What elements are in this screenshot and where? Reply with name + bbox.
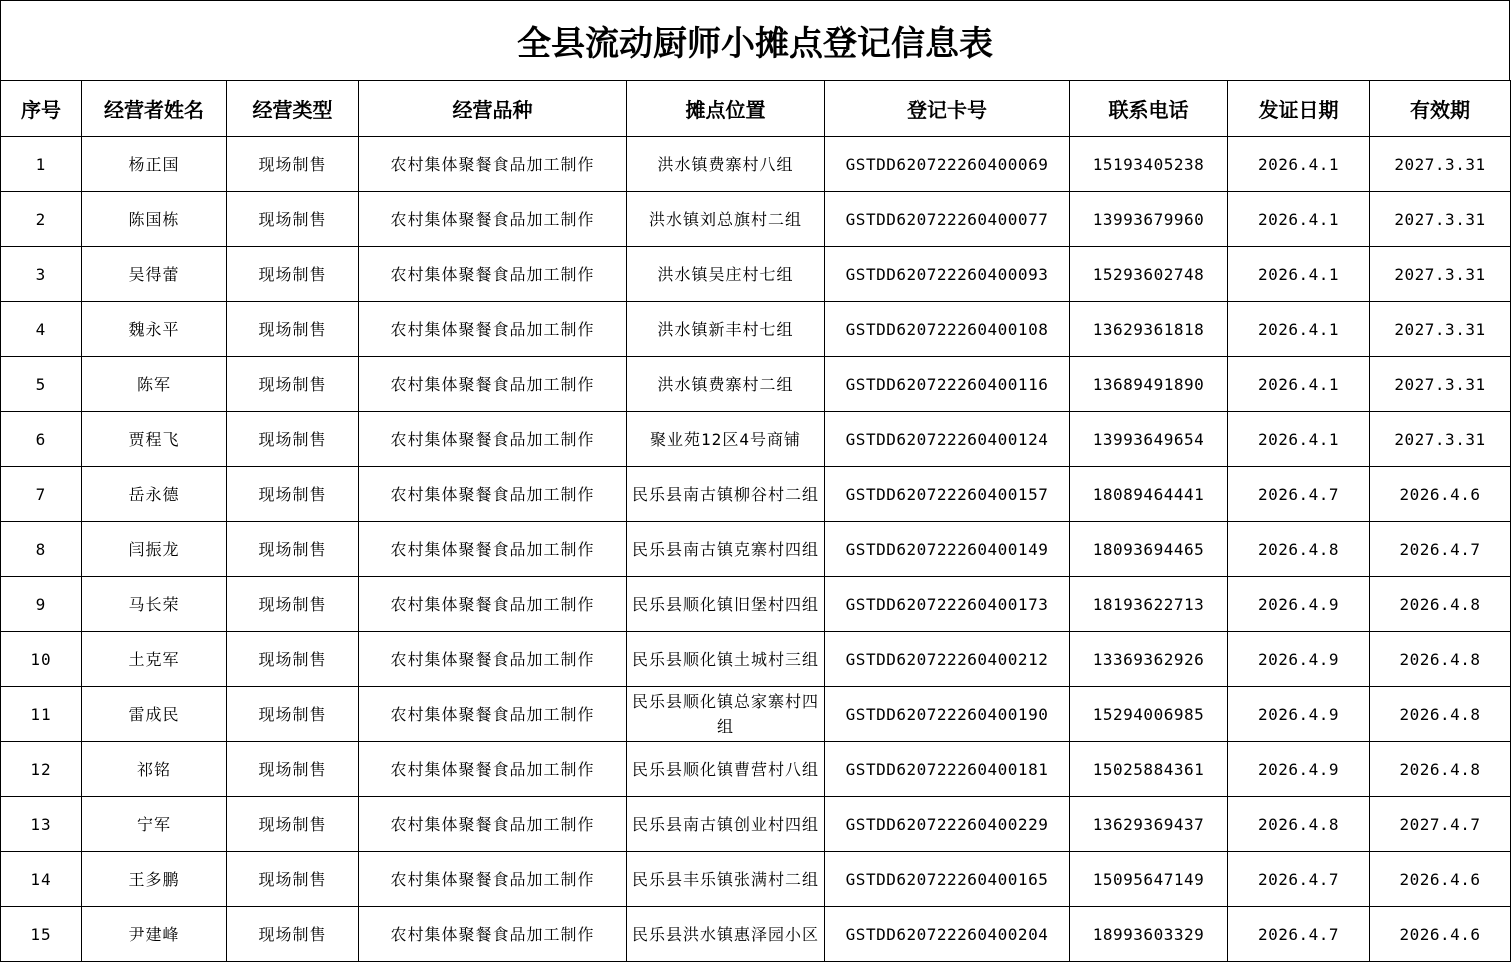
business-variety-cell[interactable]: 农村集体聚餐食品加工制作 <box>359 907 627 962</box>
phone-cell[interactable]: 18993603329 <box>1070 907 1228 962</box>
business-type-cell[interactable]: 现场制售 <box>227 302 359 357</box>
operator-name-cell[interactable]: 祁铭 <box>82 742 227 797</box>
row-number-cell[interactable]: 10 <box>1 632 82 687</box>
row-number-cell[interactable]: 5 <box>1 357 82 412</box>
business-variety-cell[interactable]: 农村集体聚餐食品加工制作 <box>359 137 627 192</box>
operator-name-cell[interactable]: 闫振龙 <box>82 522 227 577</box>
table-row <box>1 687 1511 742</box>
row-number-cell[interactable]: 4 <box>1 302 82 357</box>
expiry-date-cell[interactable]: 2026.4.6 <box>1370 852 1511 907</box>
registration-card-cell[interactable]: GSTDD620722260400173 <box>825 577 1070 632</box>
registration-table <box>0 80 1511 962</box>
table-row <box>1 357 1511 412</box>
table-row <box>1 742 1511 797</box>
expiry-date-cell[interactable]: 2026.4.7 <box>1370 522 1511 577</box>
business-type-cell[interactable]: 现场制售 <box>227 192 359 247</box>
business-variety-cell[interactable]: 农村集体聚餐食品加工制作 <box>359 632 627 687</box>
registration-card-cell[interactable]: GSTDD620722260400069 <box>825 137 1070 192</box>
business-variety-cell[interactable]: 农村集体聚餐食品加工制作 <box>359 797 627 852</box>
registration-card-cell[interactable]: GSTDD620722260400093 <box>825 247 1070 302</box>
registration-card-cell[interactable]: GSTDD620722260400149 <box>825 522 1070 577</box>
expiry-date-cell[interactable]: 2026.4.6 <box>1370 907 1511 962</box>
phone-cell[interactable]: 13993649654 <box>1070 412 1228 467</box>
stall-location-cell[interactable]: 民乐县南古镇克寨村四组 <box>627 522 825 577</box>
issue-date-cell[interactable]: 2026.4.1 <box>1228 137 1370 192</box>
stall-location-cell[interactable]: 民乐县洪水镇惠泽园小区 <box>627 907 825 962</box>
business-type-cell[interactable]: 现场制售 <box>227 137 359 192</box>
expiry-date-cell[interactable]: 2027.3.31 <box>1370 137 1511 192</box>
row-number-cell[interactable]: 6 <box>1 412 82 467</box>
issue-date-cell[interactable]: 2026.4.9 <box>1228 687 1370 742</box>
issue-date-cell[interactable]: 2026.4.7 <box>1228 852 1370 907</box>
registration-card-cell[interactable]: GSTDD620722260400181 <box>825 742 1070 797</box>
operator-name-cell[interactable]: 贾程飞 <box>82 412 227 467</box>
issue-date-cell[interactable]: 2026.4.1 <box>1228 302 1370 357</box>
stall-location-cell[interactable]: 洪水镇刘总旗村二组 <box>627 192 825 247</box>
stall-location-cell[interactable]: 洪水镇费寨村八组 <box>627 137 825 192</box>
stall-location-cell[interactable]: 民乐县顺化镇总家寨村四组 <box>627 687 825 742</box>
phone-cell[interactable]: 18089464441 <box>1070 467 1228 522</box>
stall-location-cell[interactable]: 洪水镇费寨村二组 <box>627 357 825 412</box>
business-variety-cell[interactable]: 农村集体聚餐食品加工制作 <box>359 357 627 412</box>
business-type-cell[interactable]: 现场制售 <box>227 687 359 742</box>
operator-name-cell[interactable]: 杨正国 <box>82 137 227 192</box>
operator-name-cell[interactable]: 马长荣 <box>82 577 227 632</box>
registration-card-cell[interactable]: GSTDD620722260400157 <box>825 467 1070 522</box>
business-variety-cell[interactable]: 农村集体聚餐食品加工制作 <box>359 302 627 357</box>
phone-cell[interactable]: 13689491890 <box>1070 357 1228 412</box>
operator-name-cell[interactable]: 陈国栋 <box>82 192 227 247</box>
issue-date-cell[interactable]: 2026.4.1 <box>1228 247 1370 302</box>
issue-date-cell[interactable]: 2026.4.1 <box>1228 192 1370 247</box>
stall-location-cell[interactable]: 民乐县顺化镇旧堡村四组 <box>627 577 825 632</box>
business-type-cell[interactable]: 现场制售 <box>227 742 359 797</box>
table-row <box>1 632 1511 687</box>
registration-card-cell[interactable]: GSTDD620722260400212 <box>825 632 1070 687</box>
stall-location-cell[interactable]: 洪水镇新丰村七组 <box>627 302 825 357</box>
business-variety-cell[interactable]: 农村集体聚餐食品加工制作 <box>359 412 627 467</box>
business-variety-cell[interactable]: 农村集体聚餐食品加工制作 <box>359 467 627 522</box>
header-cell[interactable]: 经营品种 <box>359 81 627 137</box>
row-number-cell[interactable]: 2 <box>1 192 82 247</box>
table-row <box>1 907 1511 962</box>
phone-cell[interactable]: 18193622713 <box>1070 577 1228 632</box>
business-variety-cell[interactable]: 农村集体聚餐食品加工制作 <box>359 522 627 577</box>
row-number-cell[interactable]: 13 <box>1 797 82 852</box>
issue-date-cell[interactable]: 2026.4.9 <box>1228 742 1370 797</box>
table-row <box>1 302 1511 357</box>
expiry-date-cell[interactable]: 2026.4.8 <box>1370 632 1511 687</box>
expiry-date-cell[interactable]: 2027.3.31 <box>1370 247 1511 302</box>
business-type-cell[interactable]: 现场制售 <box>227 797 359 852</box>
phone-cell[interactable]: 13629369437 <box>1070 797 1228 852</box>
registration-card-cell[interactable]: GSTDD620722260400229 <box>825 797 1070 852</box>
issue-date-cell[interactable]: 2026.4.7 <box>1228 907 1370 962</box>
business-variety-cell[interactable]: 农村集体聚餐食品加工制作 <box>359 247 627 302</box>
row-number-cell[interactable]: 9 <box>1 577 82 632</box>
table-body <box>1 137 1511 962</box>
table-row <box>1 797 1511 852</box>
business-type-cell[interactable]: 现场制售 <box>227 577 359 632</box>
expiry-date-cell[interactable]: 2026.4.8 <box>1370 742 1511 797</box>
operator-name-cell[interactable]: 尹建峰 <box>82 907 227 962</box>
business-variety-cell[interactable]: 农村集体聚餐食品加工制作 <box>359 742 627 797</box>
header-cell[interactable]: 有效期 <box>1370 81 1511 137</box>
stall-location-cell[interactable]: 民乐县丰乐镇张满村二组 <box>627 852 825 907</box>
page-title: 全县流动厨师小摊点登记信息表 <box>0 0 1510 81</box>
row-number-cell[interactable]: 11 <box>1 687 82 742</box>
business-type-cell[interactable]: 现场制售 <box>227 907 359 962</box>
table-row <box>1 577 1511 632</box>
expiry-date-cell[interactable]: 2026.4.8 <box>1370 577 1511 632</box>
row-number-cell[interactable]: 1 <box>1 137 82 192</box>
expiry-date-cell[interactable]: 2026.4.6 <box>1370 467 1511 522</box>
table-row <box>1 467 1511 522</box>
business-type-cell[interactable]: 现场制售 <box>227 467 359 522</box>
operator-name-cell[interactable]: 土克军 <box>82 632 227 687</box>
phone-cell[interactable]: 15193405238 <box>1070 137 1228 192</box>
phone-cell[interactable]: 15294006985 <box>1070 687 1228 742</box>
row-number-cell[interactable]: 14 <box>1 852 82 907</box>
registration-card-cell[interactable]: GSTDD620722260400116 <box>825 357 1070 412</box>
phone-cell[interactable]: 18093694465 <box>1070 522 1228 577</box>
phone-cell[interactable]: 15025884361 <box>1070 742 1228 797</box>
expiry-date-cell[interactable]: 2026.4.8 <box>1370 687 1511 742</box>
issue-date-cell[interactable]: 2026.4.1 <box>1228 412 1370 467</box>
operator-name-cell[interactable]: 吴得蕾 <box>82 247 227 302</box>
phone-cell[interactable]: 13629361818 <box>1070 302 1228 357</box>
issue-date-cell[interactable]: 2026.4.9 <box>1228 632 1370 687</box>
registration-card-cell[interactable]: GSTDD620722260400190 <box>825 687 1070 742</box>
operator-name-cell[interactable]: 宁军 <box>82 797 227 852</box>
business-variety-cell[interactable]: 农村集体聚餐食品加工制作 <box>359 192 627 247</box>
business-variety-cell[interactable]: 农村集体聚餐食品加工制作 <box>359 577 627 632</box>
stall-location-cell[interactable]: 洪水镇吴庄村七组 <box>627 247 825 302</box>
registration-card-cell[interactable]: GSTDD620722260400077 <box>825 192 1070 247</box>
phone-cell[interactable]: 15293602748 <box>1070 247 1228 302</box>
table-row <box>1 412 1511 467</box>
phone-cell[interactable]: 15095647149 <box>1070 852 1228 907</box>
operator-name-cell[interactable]: 王多鹏 <box>82 852 227 907</box>
table-row <box>1 192 1511 247</box>
registration-card-cell[interactable]: GSTDD620722260400124 <box>825 412 1070 467</box>
phone-cell[interactable]: 13993679960 <box>1070 192 1228 247</box>
stall-location-cell[interactable]: 民乐县顺化镇土城村三组 <box>627 632 825 687</box>
row-number-cell[interactable]: 15 <box>1 907 82 962</box>
stall-location-cell[interactable]: 民乐县顺化镇曹营村八组 <box>627 742 825 797</box>
table-row <box>1 852 1511 907</box>
row-number-cell[interactable]: 7 <box>1 467 82 522</box>
business-type-cell[interactable]: 现场制售 <box>227 632 359 687</box>
operator-name-cell[interactable]: 岳永德 <box>82 467 227 522</box>
business-type-cell[interactable]: 现场制售 <box>227 522 359 577</box>
table-row <box>1 522 1511 577</box>
business-type-cell[interactable]: 现场制售 <box>227 412 359 467</box>
business-type-cell[interactable]: 现场制售 <box>227 357 359 412</box>
issue-date-cell[interactable]: 2026.4.7 <box>1228 467 1370 522</box>
expiry-date-cell[interactable]: 2027.3.31 <box>1370 357 1511 412</box>
business-type-cell[interactable]: 现场制售 <box>227 852 359 907</box>
stall-location-cell[interactable]: 聚业苑12区4号商铺 <box>627 412 825 467</box>
header-cell[interactable]: 联系电话 <box>1070 81 1228 137</box>
registration-card-cell[interactable]: GSTDD620722260400204 <box>825 907 1070 962</box>
issue-date-cell[interactable]: 2026.4.8 <box>1228 522 1370 577</box>
header-cell[interactable]: 摊点位置 <box>627 81 825 137</box>
header-cell[interactable]: 经营类型 <box>227 81 359 137</box>
stall-location-cell[interactable]: 民乐县南古镇创业村四组 <box>627 797 825 852</box>
row-number-cell[interactable]: 3 <box>1 247 82 302</box>
header-cell[interactable]: 发证日期 <box>1228 81 1370 137</box>
issue-date-cell[interactable]: 2026.4.9 <box>1228 577 1370 632</box>
expiry-date-cell[interactable]: 2027.3.31 <box>1370 302 1511 357</box>
expiry-date-cell[interactable]: 2027.3.31 <box>1370 412 1511 467</box>
business-variety-cell[interactable]: 农村集体聚餐食品加工制作 <box>359 687 627 742</box>
business-type-cell[interactable]: 现场制售 <box>227 247 359 302</box>
operator-name-cell[interactable]: 魏永平 <box>82 302 227 357</box>
row-number-cell[interactable]: 12 <box>1 742 82 797</box>
business-variety-cell[interactable]: 农村集体聚餐食品加工制作 <box>359 852 627 907</box>
header-cell[interactable]: 登记卡号 <box>825 81 1070 137</box>
header-cell[interactable]: 经营者姓名 <box>82 81 227 137</box>
issue-date-cell[interactable]: 2026.4.8 <box>1228 797 1370 852</box>
phone-cell[interactable]: 13369362926 <box>1070 632 1228 687</box>
registration-card-cell[interactable]: GSTDD620722260400108 <box>825 302 1070 357</box>
stall-location-cell[interactable]: 民乐县南古镇柳谷村二组 <box>627 467 825 522</box>
registration-card-cell[interactable]: GSTDD620722260400165 <box>825 852 1070 907</box>
row-number-cell[interactable]: 8 <box>1 522 82 577</box>
operator-name-cell[interactable]: 雷成民 <box>82 687 227 742</box>
table-row <box>1 247 1511 302</box>
table-row <box>1 137 1511 192</box>
operator-name-cell[interactable]: 陈军 <box>82 357 227 412</box>
expiry-date-cell[interactable]: 2027.3.31 <box>1370 192 1511 247</box>
expiry-date-cell[interactable]: 2027.4.7 <box>1370 797 1511 852</box>
header-row <box>1 81 1511 137</box>
issue-date-cell[interactable]: 2026.4.1 <box>1228 357 1370 412</box>
header-cell[interactable]: 序号 <box>1 81 82 137</box>
